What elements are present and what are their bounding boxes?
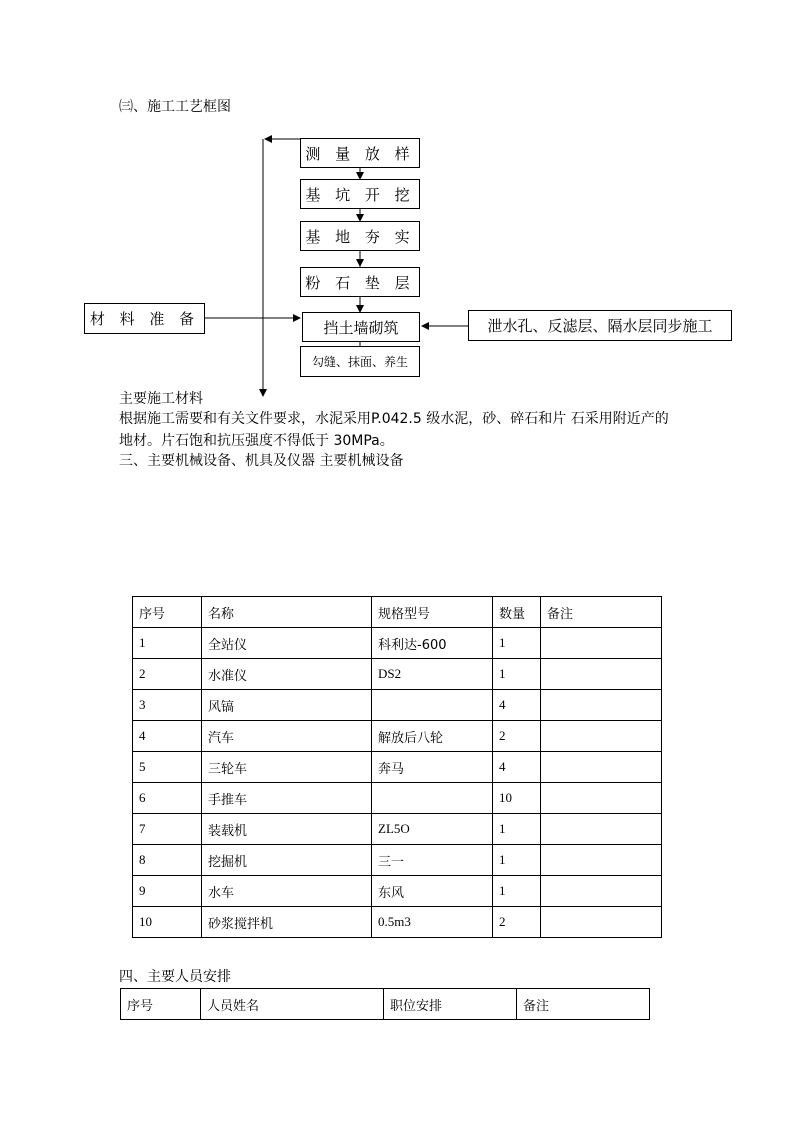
header-cell: 序号 <box>121 989 201 1020</box>
cell-model: 解放后八轮 <box>372 721 493 752</box>
equipment-heading: 三、主要机械设备、机具及仪器 主要机械设备 <box>119 453 404 469</box>
cell-remarks <box>541 783 662 814</box>
header-cell: 人员姓名 <box>201 989 384 1020</box>
header-cell: 数量 <box>493 597 541 628</box>
cell-index: 10 <box>133 907 202 938</box>
cell-remarks <box>541 907 662 938</box>
cell-name: 装载机 <box>202 814 372 845</box>
step-masonry-box: 挡土墙砌筑 <box>302 312 420 342</box>
table-row <box>133 752 662 783</box>
flowchart-title: ㈢、施工工艺框图 <box>119 99 231 115</box>
header-cell: 规格型号 <box>372 597 493 628</box>
cell-index: 5 <box>133 752 202 783</box>
cell-model: 0.5m3 <box>372 907 493 938</box>
table-row <box>133 845 662 876</box>
cell-name: 全站仪 <box>202 628 372 659</box>
cell-remarks <box>541 876 662 907</box>
table-row <box>133 876 662 907</box>
cell-quantity: 1 <box>493 845 541 876</box>
personnel-heading: 四、主要人员安排 <box>119 969 231 985</box>
materials-heading: 主要施工材料 <box>119 391 203 407</box>
cell-remarks <box>541 721 662 752</box>
cell-quantity: 1 <box>493 876 541 907</box>
cell-name: 水车 <box>202 876 372 907</box>
header-cell: 名称 <box>202 597 372 628</box>
table-header-row <box>121 989 650 1020</box>
cell-name: 汽车 <box>202 721 372 752</box>
cell-index: 7 <box>133 814 202 845</box>
materials-line-2: 地材。片石饱和抗压强度不得低于 30MPa。 <box>119 433 394 449</box>
cell-model: 科利达-600 <box>372 628 493 659</box>
cell-name: 水准仪 <box>202 659 372 690</box>
cell-remarks <box>541 628 662 659</box>
table-row <box>133 628 662 659</box>
table-row <box>133 783 662 814</box>
step-cushion-box: 粉 石 垫 层 <box>300 267 420 297</box>
cell-remarks <box>541 659 662 690</box>
cell-remarks <box>541 845 662 876</box>
cell-model: 奔马 <box>372 752 493 783</box>
table-row <box>133 659 662 690</box>
equipment-table <box>132 596 662 938</box>
cell-remarks <box>541 752 662 783</box>
cell-model <box>372 783 493 814</box>
cell-quantity: 1 <box>493 659 541 690</box>
cell-quantity: 2 <box>493 907 541 938</box>
cell-model <box>372 690 493 721</box>
cell-index: 4 <box>133 721 202 752</box>
personnel-table <box>120 988 650 1020</box>
cell-index: 2 <box>133 659 202 690</box>
cell-name: 手推车 <box>202 783 372 814</box>
cell-quantity: 4 <box>493 752 541 783</box>
cell-index: 3 <box>133 690 202 721</box>
header-cell: 备注 <box>541 597 662 628</box>
cell-name: 挖掘机 <box>202 845 372 876</box>
table-row <box>133 690 662 721</box>
step-excavation-box: 基 坑 开 挖 <box>300 179 420 209</box>
cell-remarks <box>541 690 662 721</box>
step-survey-box: 测 量 放 样 <box>300 138 420 168</box>
drainage-box: 泄水孔、反滤层、隔水层同步施工 <box>468 310 732 341</box>
header-cell: 职位安排 <box>384 989 517 1020</box>
cell-quantity: 1 <box>493 628 541 659</box>
materials-line-1: 根据施工需要和有关文件要求，水泥采用P.042.5 级水泥，砂、碎石和片 石采用附近产的 <box>119 411 669 427</box>
cell-model: ZL5O <box>372 814 493 845</box>
cell-quantity: 1 <box>493 814 541 845</box>
step-compaction-box: 基 地 夯 实 <box>300 221 420 251</box>
header-cell: 备注 <box>517 989 650 1020</box>
table-header-row <box>133 597 662 628</box>
cell-quantity: 2 <box>493 721 541 752</box>
cell-model: 三一 <box>372 845 493 876</box>
cell-index: 6 <box>133 783 202 814</box>
table-row <box>133 907 662 938</box>
cell-remarks <box>541 814 662 845</box>
cell-index: 8 <box>133 845 202 876</box>
cell-model: DS2 <box>372 659 493 690</box>
material-prep-box: 材 料 准 备 <box>84 303 205 334</box>
cell-name: 风镐 <box>202 690 372 721</box>
cell-model: 东风 <box>372 876 493 907</box>
table-row <box>133 814 662 845</box>
cell-quantity: 4 <box>493 690 541 721</box>
header-cell: 序号 <box>133 597 202 628</box>
cell-quantity: 10 <box>493 783 541 814</box>
step-finishing-box: 勾缝、抹面、养生 <box>300 346 420 377</box>
cell-index: 1 <box>133 628 202 659</box>
cell-name: 砂浆搅拌机 <box>202 907 372 938</box>
cell-index: 9 <box>133 876 202 907</box>
table-row <box>133 721 662 752</box>
cell-name: 三轮车 <box>202 752 372 783</box>
